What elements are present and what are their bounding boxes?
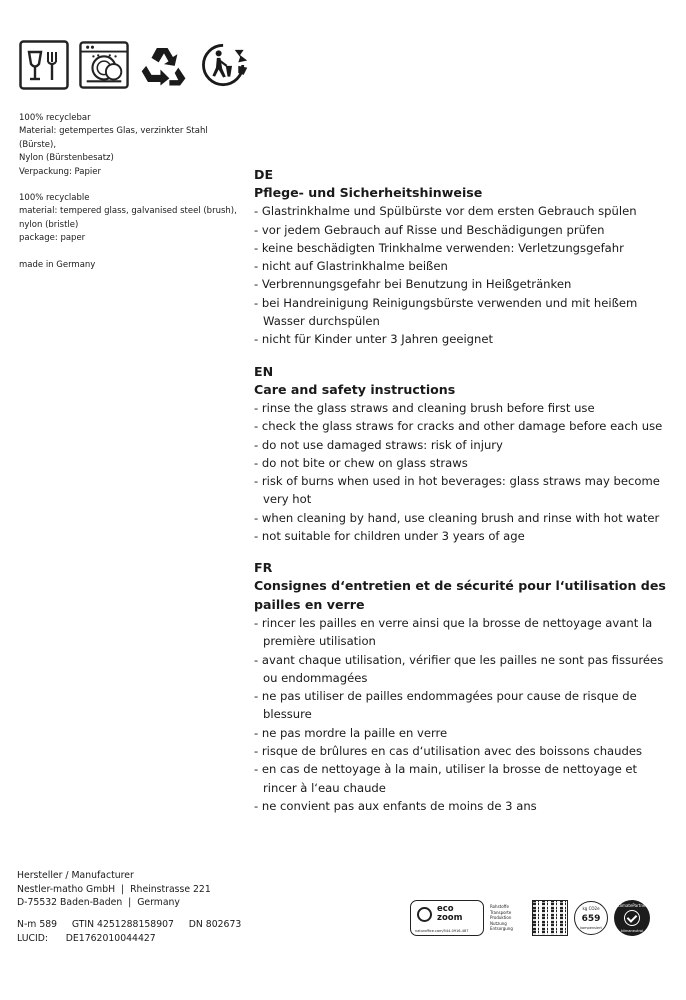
certification-icons <box>19 40 249 90</box>
material-line-en: package: paper <box>19 233 86 244</box>
material-line-en: nylon (bristle) <box>19 219 79 230</box>
material-line-de: Material: getempertes Glas, verzinkter Stahl (Bürste), <box>19 126 208 150</box>
instruction-list-de <box>254 202 674 348</box>
material-line-de: 100% recyclebar <box>19 113 91 123</box>
instruction-list-en <box>254 399 674 545</box>
material-line-de: Nylon (Bürstenbesatz) <box>19 153 114 164</box>
section-de <box>254 166 674 349</box>
list-item: - ne convient pas aux enfants de moins de 3 ans <box>254 797 674 815</box>
section-title-en: Care and safety instructions <box>254 381 456 397</box>
list-item: - avant chaque utilisation, vérifier que les pailles ne sont pas fissurées ou endommagées <box>254 651 674 688</box>
lifecycle-step: Produktion <box>490 915 512 921</box>
food-safe-icon <box>19 40 69 90</box>
language-code-de: DE <box>254 167 274 182</box>
material-line-de: Verpackung: Papier <box>19 166 101 177</box>
zoom-label: zoom <box>437 913 463 923</box>
lifecycle-step: Transporte <box>490 909 512 915</box>
section-en <box>254 363 674 546</box>
dishwasher-safe-icon <box>79 40 129 90</box>
list-item: - keine beschädigten Trinkhalme verwenden: Verletzungsgefahr <box>254 239 674 257</box>
lifecycle-steps <box>490 904 526 932</box>
list-item: - rinse the glass straws and cleaning brush before first use <box>254 399 674 417</box>
language-code-en: EN <box>254 363 274 379</box>
eco-zoom-logo-icon <box>417 907 432 922</box>
list-item: - bei Handreinigung Reinigungsbürste verwenden und mit heißem Wasser durchspülen <box>254 294 674 331</box>
product-codes <box>17 918 241 945</box>
instruction-list-fr <box>254 614 674 815</box>
list-item: - do not use damaged straws: risk of injury <box>254 436 674 454</box>
manufacturer-address: D-75532 Baden-Baden | Germany <box>17 897 180 909</box>
list-item: - nicht für Kinder unter 3 Jahren geeignet <box>254 330 674 348</box>
list-item: - not suitable for children under 3 years of age <box>254 527 674 545</box>
manufacturer-address: Nestler-matho GmbH | Rheinstrasse 221 <box>17 883 211 895</box>
co2-badge <box>574 901 608 935</box>
climate-neutral-label: klimaneutral <box>620 929 644 933</box>
co2-value: 659 <box>581 914 601 924</box>
qr-code-icon[interactable] <box>532 900 568 936</box>
product-code-line: N-m 589 GTIN 4251288158907 DN 802673 <box>17 919 242 930</box>
list-item: - risk of burns when used in hot beverages: glass straws may become very hot <box>254 472 674 509</box>
co2-unit: kg CO2e <box>582 906 600 911</box>
check-icon <box>624 910 640 926</box>
list-item: - ne pas mordre la paille en verre <box>254 724 674 742</box>
section-fr <box>254 559 674 815</box>
section-title-fr: Consignes d‘entretien et de sécurité pour l‘utilisation des pailles en verre <box>254 578 666 612</box>
co2-status: kompensiert <box>580 926 602 930</box>
lifecycle-step: Rohstoffe <box>490 904 509 910</box>
eco-label: eco <box>437 904 454 914</box>
list-item: - en cas de nettoyage à la main, utiliser la brosse de nettoyage et rincer à l‘eau chaude <box>254 760 674 797</box>
material-line-en: 100% recyclable <box>19 193 90 204</box>
list-item: - Glastrinkhalme und Spülbürste vor dem ersten Gebrauch spülen <box>254 202 674 220</box>
list-item: - ne pas utiliser de pailles endommagées pour cause de risque de blessure <box>254 687 674 724</box>
lifecycle-step: Nutzung <box>490 920 507 926</box>
lifecycle-step: Entsorgung <box>490 926 513 932</box>
material-line-en: material: tempered glass, galvanised steel (brush), <box>19 206 237 217</box>
product-code-line: LUCID: DE1762010044427 <box>17 932 156 944</box>
manufacturer-label: Hersteller / Manufacturer <box>17 870 134 881</box>
list-item: - vor jedem Gebrauch auf Risse und Beschädigungen prüfen <box>254 221 674 239</box>
language-code-fr: FR <box>254 560 273 576</box>
climate-neutral-badge <box>614 900 650 936</box>
dispose-properly-icon <box>199 40 249 90</box>
eco-zoom-url: naturoffice.com/544-0916-487 <box>415 929 469 933</box>
instructions <box>254 166 674 815</box>
recycle-icon <box>139 40 189 90</box>
list-item: - risque de brûlures en cas d‘utilisation avec des boissons chaudes <box>254 742 674 760</box>
list-item: - Verbrennungsgefahr bei Benutzung in Heißgetränken <box>254 275 674 293</box>
climate-partner-label: ClimatePartner <box>617 903 647 908</box>
made-in-label: made in Germany <box>19 259 96 270</box>
list-item: - check the glass straws for cracks and other damage before each use <box>254 417 674 435</box>
list-item: - nicht auf Glastrinkhalme beißen <box>254 257 674 275</box>
eco-zoom-badge <box>410 900 484 936</box>
list-item: - do not bite or chew on glass straws <box>254 454 674 472</box>
sustainability-badges <box>410 900 650 936</box>
list-item: - rincer les pailles en verre ainsi que la brosse de nettoyage avant la première utilisation <box>254 614 674 651</box>
manufacturer-info <box>17 869 211 910</box>
list-item: - when cleaning by hand, use cleaning brush and rinse with hot water <box>254 509 674 527</box>
section-title-de: Pflege- und Sicherheitshinweise <box>254 185 483 200</box>
material-info <box>19 112 244 272</box>
